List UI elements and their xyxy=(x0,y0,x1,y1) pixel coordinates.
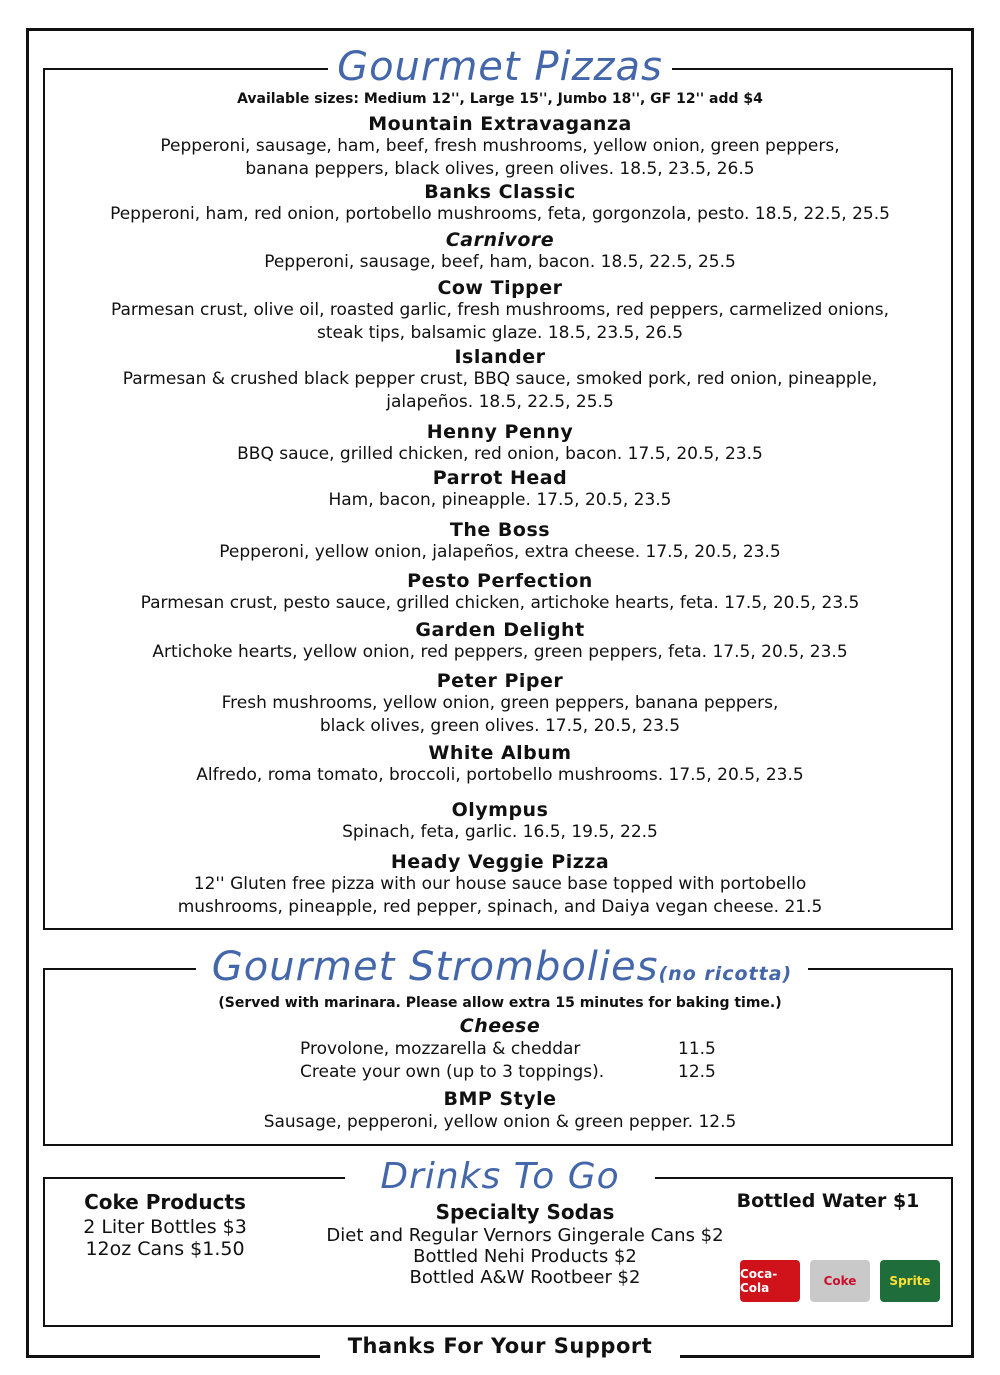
pizza-description: steak tips, balsamic glaze. 18.5, 23.5, 26.5 xyxy=(316,323,684,343)
logo-text: Coca-Cola xyxy=(740,1267,778,1295)
pizza-sizes: Available sizes: Medium 12'', Large 15'', Jumbo 18'', GF 12'' add $4 xyxy=(237,91,763,107)
stromboli-row-label: Provolone, mozzarella & cheddar xyxy=(300,1039,581,1059)
drinks-title: Drinks To Go xyxy=(380,1156,620,1197)
pizza-description: Fresh mushrooms, yellow onion, green peppers, banana peppers, xyxy=(221,693,779,713)
footer-thanks: Thanks For Your Support xyxy=(347,1334,653,1358)
pizza-description: Pepperoni, sausage, ham, beef, fresh mushrooms, yellow onion, green peppers, xyxy=(160,136,840,156)
stromboli-cheese-name: Cheese xyxy=(459,1015,541,1037)
pizza-description: Parmesan crust, olive oil, roasted garlic, fresh mushrooms, red peppers, carmelized onions, xyxy=(110,300,890,320)
coca-cola-logo xyxy=(740,1260,800,1302)
pizza-name: Garden Delight xyxy=(415,619,585,641)
strombolies-title-note: (no ricotta) xyxy=(658,963,793,985)
stromboli-cheese-row-2 xyxy=(300,1062,740,1082)
pizzas-title: Gourmet Pizzas xyxy=(337,44,663,90)
pizza-name: Heady Veggie Pizza xyxy=(390,851,610,873)
pizza-name: Mountain Extravaganza xyxy=(368,113,632,135)
pizza-description: black olives, green olives. 17.5, 20.5, 23.5 xyxy=(319,716,681,736)
pizza-description: Artichoke hearts, yellow onion, red peppers, green peppers, feta. 17.5, 20.5, 23.5 xyxy=(152,642,848,662)
strombolies-title: Gourmet Strombolies xyxy=(211,944,659,990)
stromboli-row-label: Create your own (up to 3 toppings). xyxy=(300,1062,605,1082)
stromboli-cheese-row-1 xyxy=(300,1039,740,1059)
pizza-name: Cow Tipper xyxy=(437,277,563,299)
coke-products-title: Coke Products xyxy=(84,1190,246,1214)
pizza-name: Banks Classic xyxy=(424,181,576,203)
pizza-name: Henny Penny xyxy=(426,421,574,443)
pizza-name: Peter Piper xyxy=(436,670,564,692)
coke-line: 12oz Cans $1.50 xyxy=(85,1238,245,1260)
pizza-description: Parmesan & crushed black pepper crust, BBQ sauce, smoked pork, red onion, pineapple, xyxy=(122,369,878,389)
pizza-description: Alfredo, roma tomato, broccoli, portobello mushrooms. 17.5, 20.5, 23.5 xyxy=(196,765,804,785)
pizza-description: Ham, bacon, pineapple. 17.5, 20.5, 23.5 xyxy=(328,490,672,510)
specialty-line: Diet and Regular Vernors Gingerale Cans $2 xyxy=(326,1225,724,1246)
logo-text: Coke xyxy=(823,1274,857,1288)
stromboli-row-price: 11.5 xyxy=(678,1039,716,1059)
pizza-name: Islander xyxy=(454,346,546,368)
pizza-name: Olympus xyxy=(451,799,549,821)
sprite-logo xyxy=(880,1260,940,1302)
specialty-sodas-title: Specialty Sodas xyxy=(435,1200,615,1224)
pizza-name: The Boss xyxy=(449,519,551,541)
coke-line: 2 Liter Bottles $3 xyxy=(83,1216,247,1238)
pizza-description: Parmesan crust, pesto sauce, grilled chicken, artichoke hearts, feta. 17.5, 20.5, 23.5 xyxy=(140,593,860,613)
pizza-name: Carnivore xyxy=(445,229,555,251)
pizza-description: Spinach, feta, garlic. 16.5, 19.5, 22.5 xyxy=(342,822,658,842)
pizza-description: banana peppers, black olives, green olives. 18.5, 23.5, 26.5 xyxy=(245,159,755,179)
stromboli-bmp-name: BMP Style xyxy=(443,1088,557,1110)
logo-text: Sprite xyxy=(889,1274,931,1288)
pizza-description: Pepperoni, sausage, beef, ham, bacon. 18.5, 22.5, 25.5 xyxy=(264,252,736,272)
stromboli-bmp-desc: Sausage, pepperoni, yellow onion & green pepper. 12.5 xyxy=(263,1112,737,1132)
specialty-line: Bottled Nehi Products $2 xyxy=(413,1246,637,1267)
pizza-description: mushrooms, pineapple, red pepper, spinach, and Daiya vegan cheese. 21.5 xyxy=(177,897,823,917)
pizza-description: 12'' Gluten free pizza with our house sauce base topped with portobello xyxy=(193,874,807,894)
pizza-description: jalapeños. 18.5, 22.5, 25.5 xyxy=(386,392,614,412)
pizza-description: Pepperoni, ham, red onion, portobello mushrooms, feta, gorgonzola, pesto. 18.5, 22.5, 25.5 xyxy=(110,204,890,224)
pizza-name: Pesto Perfection xyxy=(407,570,593,592)
bottled-water: Bottled Water $1 xyxy=(736,1190,920,1212)
specialty-line: Bottled A&W Rootbeer $2 xyxy=(409,1267,641,1288)
diet-coke-logo xyxy=(810,1260,870,1302)
pizza-name: White Album xyxy=(428,742,572,764)
coke-products xyxy=(52,1190,278,1260)
pizza-description: Pepperoni, yellow onion, jalapeños, extra cheese. 17.5, 20.5, 23.5 xyxy=(219,542,781,562)
stromboli-row-price: 12.5 xyxy=(678,1062,716,1082)
pizza-description: BBQ sauce, grilled chicken, red onion, bacon. 17.5, 20.5, 23.5 xyxy=(237,444,763,464)
pizza-name: Parrot Head xyxy=(432,467,568,489)
strombolies-note: (Served with marinara. Please allow extra 15 minutes for baking time.) xyxy=(218,995,782,1011)
specialty-sodas xyxy=(278,1200,772,1288)
